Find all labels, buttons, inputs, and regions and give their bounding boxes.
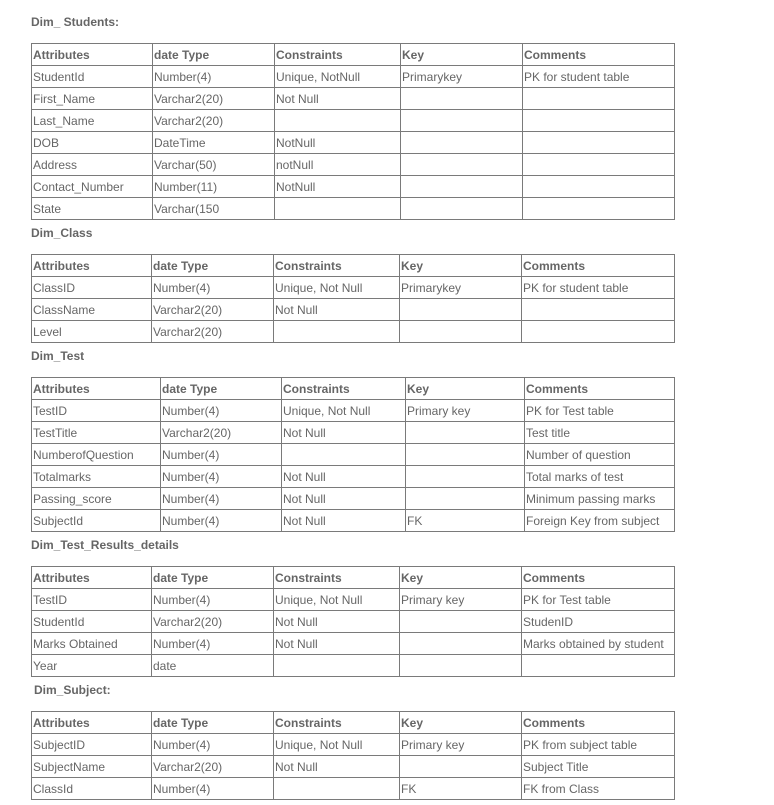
table-cell: Number(4)	[152, 277, 274, 299]
table-cell: FK	[400, 778, 522, 800]
table-cell: Test title	[525, 422, 675, 444]
section-title-test-results: Dim_Test_Results_details	[31, 538, 179, 552]
table-row	[32, 299, 675, 321]
table-cell: Primary key	[406, 400, 525, 422]
table-header-row	[32, 44, 675, 66]
table-cell: Varchar2(20)	[152, 299, 274, 321]
header-cell: Key	[400, 712, 522, 734]
section-title-subject: Dim_Subject:	[34, 683, 111, 697]
table-cell	[274, 778, 400, 800]
table-cell: Number(11)	[153, 176, 275, 198]
table-cell: Totalmarks	[32, 466, 161, 488]
header-cell: Attributes	[32, 378, 161, 400]
table-cell: Primarykey	[401, 66, 523, 88]
table-cell	[522, 299, 675, 321]
table-cell: Marks Obtained	[32, 633, 152, 655]
header-cell: date Type	[152, 567, 274, 589]
header-cell: Key	[406, 378, 525, 400]
table-cell: StudenID	[522, 611, 675, 633]
table-cell: DOB	[32, 132, 153, 154]
table-cell: Primary key	[400, 734, 522, 756]
table-cell: Unique, Not Null	[274, 277, 400, 299]
header-cell: Attributes	[32, 44, 153, 66]
header-cell: date Type	[161, 378, 282, 400]
table-cell	[406, 444, 525, 466]
section-title-students: Dim_ Students:	[31, 15, 120, 29]
table-cell	[401, 198, 523, 220]
table-cell: Unique, Not Null	[274, 734, 400, 756]
table-cell	[406, 422, 525, 444]
table-cell: Not Null	[282, 422, 406, 444]
header-cell: Attributes	[32, 712, 152, 734]
table-row	[32, 466, 675, 488]
table-cell: Varchar2(20)	[153, 110, 275, 132]
table-cell: Number(4)	[152, 778, 274, 800]
table-cell: TestID	[32, 589, 152, 611]
table-row	[32, 400, 675, 422]
table-cell: date	[152, 655, 274, 677]
table-cell: Last_Name	[32, 110, 153, 132]
table-cell: Level	[32, 321, 152, 343]
table-cell: Not Null	[274, 756, 400, 778]
table-cell: TestTitle	[32, 422, 161, 444]
table-cell: Minimum passing marks	[525, 488, 675, 510]
table-cell: Number(4)	[161, 444, 282, 466]
table-cell: Number(4)	[161, 510, 282, 532]
table-row	[32, 756, 675, 778]
table-cell: ClassName	[32, 299, 152, 321]
table-cell: Total marks of test	[525, 466, 675, 488]
table-cell: State	[32, 198, 153, 220]
table-cell: PK for student table	[523, 66, 675, 88]
table-cell: Varchar2(20)	[153, 88, 275, 110]
header-cell: date Type	[152, 255, 274, 277]
table-cell: SubjectName	[32, 756, 152, 778]
table-row	[32, 488, 675, 510]
table-row	[32, 633, 675, 655]
table-cell: Unique, Not Null	[274, 589, 400, 611]
table-cell: notNull	[275, 154, 401, 176]
table-row	[32, 110, 675, 132]
table-cell	[523, 198, 675, 220]
table-cell: Number(4)	[153, 66, 275, 88]
header-cell: date Type	[153, 44, 275, 66]
table-header-row	[32, 378, 675, 400]
class-table	[31, 254, 675, 343]
header-cell: Comments	[523, 44, 675, 66]
header-cell: Comments	[522, 712, 675, 734]
table-cell: Number(4)	[152, 589, 274, 611]
header-cell: Key	[400, 567, 522, 589]
test-results-table	[31, 566, 675, 677]
header-cell: Key	[400, 255, 522, 277]
table-row	[32, 778, 675, 800]
header-cell: Constraints	[275, 44, 401, 66]
header-cell: Attributes	[32, 567, 152, 589]
table-row	[32, 154, 675, 176]
table-cell: Foreign Key from subject	[525, 510, 675, 532]
table-cell	[400, 611, 522, 633]
table-cell: Contact_Number	[32, 176, 153, 198]
table-cell: TestID	[32, 400, 161, 422]
table-cell: Unique, NotNull	[275, 66, 401, 88]
table-row	[32, 321, 675, 343]
table-cell	[523, 154, 675, 176]
table-cell: ClassID	[32, 277, 152, 299]
table-cell: Unique, Not Null	[282, 400, 406, 422]
table-cell: Not Null	[282, 466, 406, 488]
section-title-test: Dim_Test	[31, 349, 85, 363]
table-cell: Not Null	[274, 633, 400, 655]
table-cell: SubjectID	[32, 734, 152, 756]
table-cell	[523, 176, 675, 198]
table-cell: Not Null	[275, 88, 401, 110]
table-cell	[523, 110, 675, 132]
table-cell: Number(4)	[161, 400, 282, 422]
header-cell: Constraints	[274, 567, 400, 589]
test-table	[31, 377, 675, 532]
table-cell: NotNull	[275, 132, 401, 154]
table-cell: Number of question	[525, 444, 675, 466]
table-cell	[523, 132, 675, 154]
table-cell: Number(4)	[161, 488, 282, 510]
table-cell	[400, 299, 522, 321]
header-cell: Comments	[522, 567, 675, 589]
table-cell: ClassId	[32, 778, 152, 800]
table-cell: Not Null	[274, 611, 400, 633]
header-cell: Constraints	[282, 378, 406, 400]
table-cell	[400, 756, 522, 778]
header-cell: Key	[401, 44, 523, 66]
table-cell	[282, 444, 406, 466]
table-cell	[275, 198, 401, 220]
table-cell	[401, 132, 523, 154]
table-cell	[522, 321, 675, 343]
table-cell: PK for student table	[522, 277, 675, 299]
table-cell: Not Null	[282, 510, 406, 532]
table-header-row	[32, 567, 675, 589]
table-row	[32, 66, 675, 88]
table-row	[32, 589, 675, 611]
header-cell: Attributes	[32, 255, 152, 277]
table-cell: Varchar2(20)	[152, 756, 274, 778]
table-cell: Number(4)	[152, 633, 274, 655]
header-cell: Comments	[525, 378, 675, 400]
table-cell: Varchar2(20)	[152, 611, 274, 633]
table-row	[32, 734, 675, 756]
table-cell	[274, 321, 400, 343]
table-cell: FK	[406, 510, 525, 532]
header-cell: Constraints	[274, 255, 400, 277]
table-cell: FK from Class	[522, 778, 675, 800]
students-table	[31, 43, 675, 220]
table-cell	[522, 655, 675, 677]
table-cell	[400, 655, 522, 677]
table-cell: Varchar(150	[153, 198, 275, 220]
table-cell: Marks obtained by student	[522, 633, 675, 655]
table-cell	[523, 88, 675, 110]
table-cell: Address	[32, 154, 153, 176]
table-cell: DateTime	[153, 132, 275, 154]
table-cell	[406, 466, 525, 488]
table-cell: Varchar2(20)	[161, 422, 282, 444]
table-cell	[401, 88, 523, 110]
table-cell: NumberofQuestion	[32, 444, 161, 466]
table-cell: NotNull	[275, 176, 401, 198]
table-cell: PK from subject table	[522, 734, 675, 756]
table-row	[32, 444, 675, 466]
table-cell: Primary key	[400, 589, 522, 611]
table-row	[32, 88, 675, 110]
table-cell	[400, 633, 522, 655]
table-header-row	[32, 255, 675, 277]
table-cell	[401, 154, 523, 176]
table-cell: Varchar2(20)	[152, 321, 274, 343]
table-cell: SubjectId	[32, 510, 161, 532]
table-cell	[275, 110, 401, 132]
table-row	[32, 510, 675, 532]
table-cell: Not Null	[282, 488, 406, 510]
table-row	[32, 655, 675, 677]
section-title-class: Dim_Class	[31, 226, 93, 240]
table-row	[32, 176, 675, 198]
table-cell: StudentId	[32, 611, 152, 633]
table-row	[32, 277, 675, 299]
table-header-row	[32, 712, 675, 734]
table-cell: First_Name	[32, 88, 153, 110]
table-cell: Number(4)	[161, 466, 282, 488]
table-row	[32, 611, 675, 633]
table-cell: StudentId	[32, 66, 153, 88]
table-cell: Passing_score	[32, 488, 161, 510]
table-cell	[401, 176, 523, 198]
table-cell	[406, 488, 525, 510]
header-cell: Constraints	[274, 712, 400, 734]
table-cell	[274, 655, 400, 677]
table-cell	[401, 110, 523, 132]
table-cell: Primarykey	[400, 277, 522, 299]
table-cell: Not Null	[274, 299, 400, 321]
table-cell: Year	[32, 655, 152, 677]
table-row	[32, 198, 675, 220]
table-row	[32, 132, 675, 154]
header-cell: date Type	[152, 712, 274, 734]
table-cell	[400, 321, 522, 343]
subject-table	[31, 711, 675, 800]
table-row	[32, 422, 675, 444]
table-cell: Varchar(50)	[153, 154, 275, 176]
table-cell: Subject Title	[522, 756, 675, 778]
table-cell: PK for Test table	[522, 589, 675, 611]
table-cell: Number(4)	[152, 734, 274, 756]
table-cell: PK for Test table	[525, 400, 675, 422]
header-cell: Comments	[522, 255, 675, 277]
